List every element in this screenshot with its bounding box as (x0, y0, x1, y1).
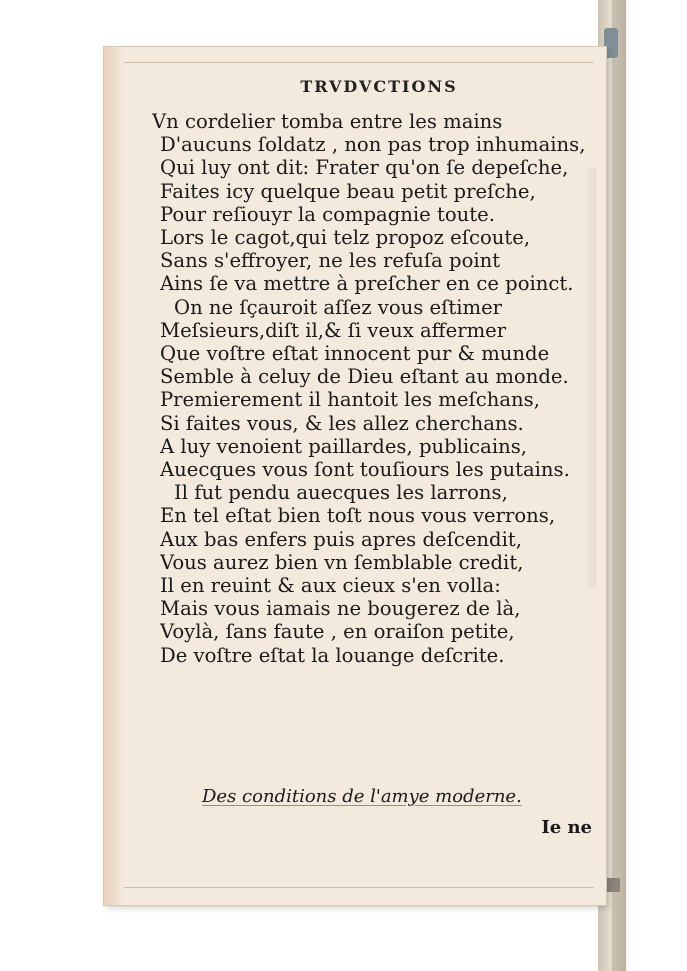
poem-line: Mais vous iamais ne bougerez de là, (160, 597, 521, 621)
poem-line: On ne ſçauroit aſſez vous eſtimer (174, 295, 503, 319)
running-head-text: TRVDVCTIONS (300, 77, 458, 96)
page-gutter (104, 47, 124, 905)
poem-line: Semble à celuy de Dieu eſtant au monde. (160, 365, 569, 389)
poem-line: De voſtre eſtat la louange deſcrite. (160, 643, 505, 667)
poem-line: Ains ſe va mettre à preſcher en ce poinct. (160, 272, 574, 296)
poem-line: Sans s'effroyer, ne les refuſa point (160, 249, 501, 273)
poem-line: Voylà, ſans faute , en oraiſon petite, (160, 620, 515, 644)
poem-line: A luy venoient paillardes, publicains, (160, 434, 528, 458)
poem-line: Premierement il hantoit les meſchans, (160, 388, 540, 412)
page-rule-top (124, 62, 594, 63)
poem-line: Que voſtre eſtat innocent pur & munde (160, 342, 550, 366)
binding-shadow (612, 0, 630, 971)
poem-body (152, 110, 602, 667)
poem-line: Vn cordelier tomba entre les mains (152, 110, 503, 133)
bookmark-ribbon (604, 28, 618, 58)
poem-line: D'aucuns ſoldatz , non pas trop inhumains, (160, 133, 586, 157)
poem-line: Si faites vous, & les allez cherchans. (160, 411, 524, 435)
poem-line: Auecques vous ſont touſiours les putains. (160, 458, 570, 482)
running-head (264, 77, 494, 96)
catchword: Ie ne (541, 817, 592, 838)
poem-line: Lors le cagot,qui telz propoz eſcoute, (160, 226, 531, 250)
poem-line: Qui luy ont dit: Frater qu'on ſe depeſche, (160, 156, 569, 180)
poem-line: Aux bas enfers puis apres deſcendit, (160, 527, 522, 551)
poem-line: En tel eſtat bien toſt nous vous verrons, (160, 504, 556, 528)
poem-line: Il fut pendu auecques les larrons, (174, 481, 508, 505)
section-title: Des conditions de l'amye moderne. (202, 786, 522, 807)
poem-line: Vous aurez bien vn ſemblable credit, (160, 550, 524, 574)
poem-line: Pour reſiouyr la compagnie toute. (160, 202, 495, 226)
page-rule-bottom (124, 887, 594, 888)
poem-line: Il en reuint & aux cieux s'en volla: (160, 574, 501, 598)
poem-line: Faites icy quelque beau petit preſche, (160, 179, 536, 203)
poem-line: Meſsieurs,diſt il,& ſi veux affermer (160, 318, 507, 342)
book-page (104, 47, 606, 905)
